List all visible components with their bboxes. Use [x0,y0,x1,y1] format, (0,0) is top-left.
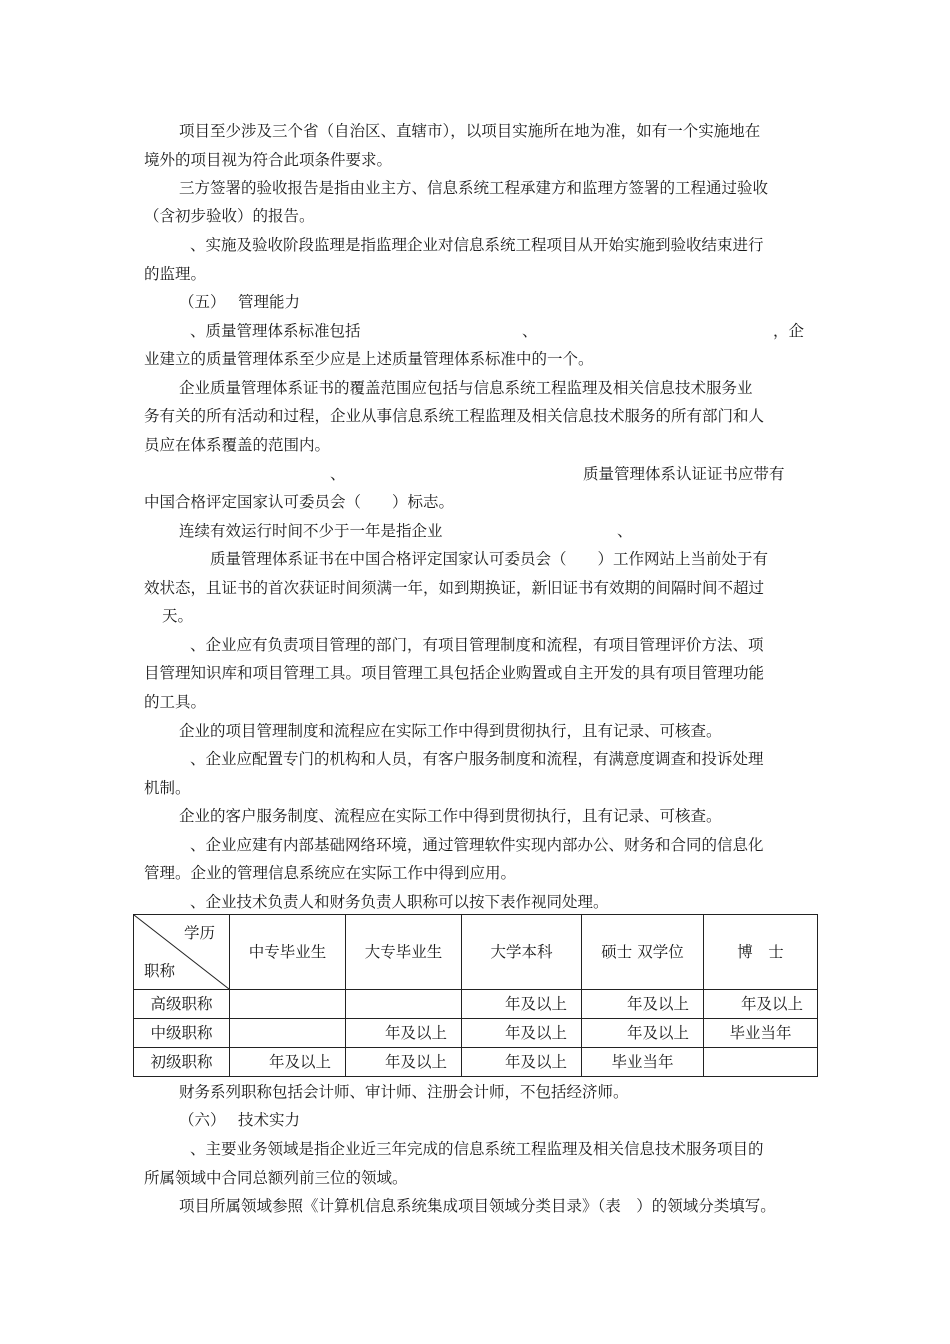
section-number: （五） [179,293,226,311]
paragraph-line: 企业的客户服务制度、流程应在实际工作中得到贯彻执行，且有记录、可核查。 [179,807,722,825]
paragraph-line: 、企业应有负责项目管理的部门，有项目管理制度和流程，有项目管理评价方法、项 [190,636,764,654]
corner-label-title: 职称 [144,962,176,980]
paragraph-line: 项目至少涉及三个省（自治区、直辖市），以项目实施所在地为准，如有一个实施地在 [179,122,761,140]
title-equivalence-table [133,914,818,1077]
paragraph-fragment: 连续有效运行时间不少于一年是指企业 [179,522,443,540]
paragraph-line: 务有关的所有活动和过程，企业从事信息系统工程监理及相关信息技术服务的所有部门和人 [144,407,765,425]
table-cell: 毕业当年 [704,1019,818,1048]
table-cell: 年及以上 [582,990,704,1019]
table-cell: 年及以上 [346,1019,462,1048]
row-label: 初级职称 [134,1048,230,1077]
table-cell [230,1019,346,1048]
table-cell [346,990,462,1019]
table-cell [704,1048,818,1077]
paragraph-line: （含初步验收）的报告。 [144,207,315,225]
paragraph-line: 天。 [162,607,194,625]
paragraph-line: 效状态，且证书的首次获证时间须满一年，如到期换证，新旧证书有效期的间隔时间不超过 [144,579,765,597]
paragraph-fragment: 、质量管理体系标准包括 [190,322,361,340]
column-header: 硕士 双学位 [582,915,704,990]
column-header: 博 士 [704,915,818,990]
table-row [134,990,818,1019]
row-label: 高级职称 [134,990,230,1019]
table-cell: 年及以上 [582,1019,704,1048]
paragraph-fragment: 、 [330,465,346,483]
table-cell: 年及以上 [462,1048,582,1077]
row-label: 中级职称 [134,1019,230,1048]
table-cell: 年及以上 [704,990,818,1019]
paragraph-fragment: 、 [522,322,538,340]
corner-label-education: 学历 [183,924,215,942]
table-corner-cell [134,915,230,990]
table-row [134,1019,818,1048]
paragraph-line: 三方签署的验收报告是指由业主方、信息系统工程承建方和监理方签署的工程通过验收 [179,179,769,197]
paragraph-line: 、企业技术负责人和财务负责人职称可以按下表作视同处理。 [190,893,609,911]
paragraph-line: 所属领域中合同总额列前三位的领域。 [144,1169,408,1187]
table-cell: 毕业当年 [582,1048,704,1077]
section-number: （六） [179,1111,226,1129]
paragraph-line: 质量管理体系证书在中国合格评定国家认可委员会（ ）工作网站上当前处于有 [210,550,769,568]
paragraph-line: 员应在体系覆盖的范围内。 [144,436,331,454]
paragraph-line: 的监理。 [144,265,207,283]
table-cell: 年及以上 [462,990,582,1019]
paragraph-line: 管理。企业的管理信息系统应在实际工作中得到应用。 [144,864,517,882]
section-heading: 技术实力 [238,1111,301,1129]
column-header: 大专毕业生 [346,915,462,990]
paragraph-line: 的工具。 [144,693,207,711]
section-heading: 管理能力 [238,293,301,311]
paragraph-line: 、企业应建有内部基础网络环境，通过管理软件实现内部办公、财务和合同的信息化 [190,836,764,854]
paragraph-line: 、企业应配置专门的机构和人员，有客户服务制度和流程，有满意度调查和投诉处理 [190,750,764,768]
table-row [134,1048,818,1077]
paragraph-line: 机制。 [144,779,191,797]
table-cell: 年及以上 [346,1048,462,1077]
paragraph-line: 境外的项目视为符合此项条件要求。 [144,151,393,169]
paragraph-line: 目管理知识库和项目管理工具。项目管理工具包括企业购置或自主开发的具有项目管理功能 [144,664,765,682]
paragraph-line: 中国合格评定国家认可委员会（ ）标志。 [144,493,455,511]
paragraph-line: 、主要业务领域是指企业近三年完成的信息系统工程监理及相关信息技术服务项目的 [190,1140,764,1158]
paragraph-fragment: ，企 [773,322,805,340]
paragraph-fragment: 质量管理体系认证证书应带有 [583,465,785,483]
paragraph-line: 、实施及验收阶段监理是指监理企业对信息系统工程项目从开始实施到验收结束进行 [190,236,764,254]
table-header-row [134,915,818,990]
paragraph-line: 企业质量管理体系证书的覆盖范围应包括与信息系统工程监理及相关信息技术服务业 [179,379,753,397]
paragraph-line: 企业的项目管理制度和流程应在实际工作中得到贯彻执行，且有记录、可核查。 [179,722,722,740]
paragraph-line: 项目所属领域参照《计算机信息系统集成项目领域分类目录》（表 ）的领域分类填写。 [179,1197,776,1215]
column-header: 大学本科 [462,915,582,990]
paragraph-line: 业建立的质量管理体系至少应是上述质量管理体系标准中的一个。 [144,350,594,368]
paragraph-fragment: 、 [617,522,633,540]
table-cell [230,990,346,1019]
table-cell: 年及以上 [230,1048,346,1077]
paragraph-line: 财务系列职称包括会计师、审计师、注册会计师，不包括经济师。 [179,1083,629,1101]
column-header: 中专毕业生 [230,915,346,990]
table-cell: 年及以上 [462,1019,582,1048]
